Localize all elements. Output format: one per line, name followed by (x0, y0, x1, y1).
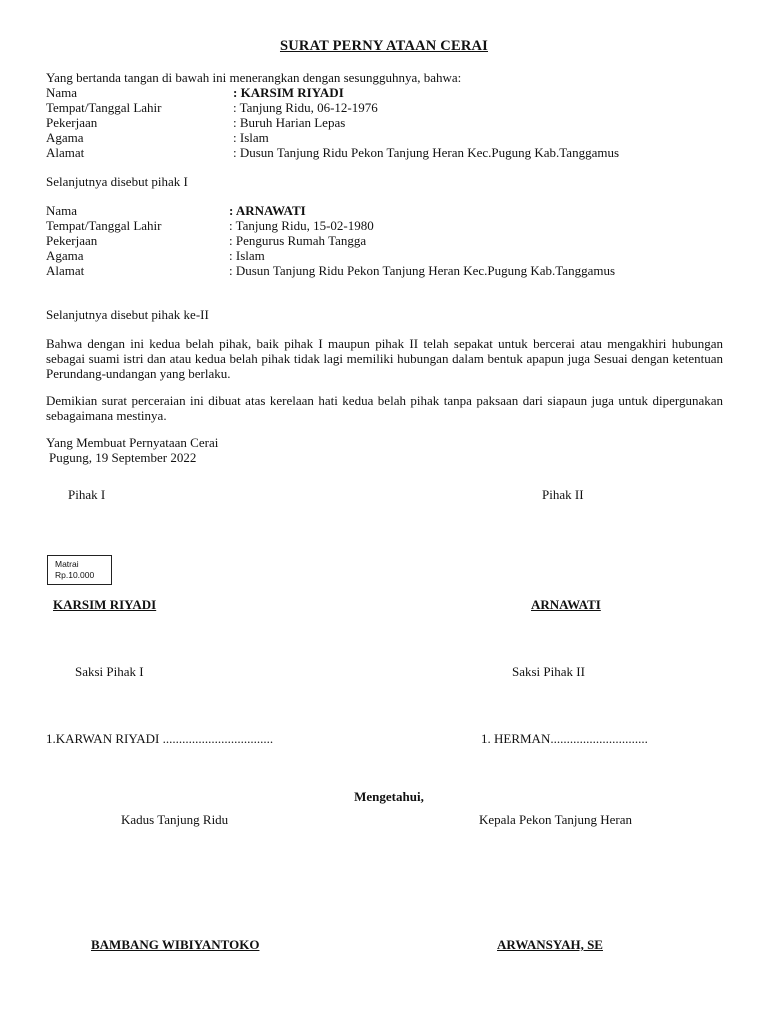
label-ttl: Tempat/Tanggal Lahir (46, 218, 162, 233)
party1-ttl: : Tanjung Ridu, 06-12-1976 (233, 100, 378, 115)
saksi2-label: Saksi Pihak II (512, 664, 585, 679)
pihak1-label: Pihak I (68, 487, 106, 502)
acknowledgement-heading: Mengetahui, (354, 789, 424, 804)
stamp-duty-box (47, 555, 112, 585)
party2-pekerjaan: : Pengurus Rumah Tangga (229, 233, 367, 248)
saksi1-name: 1.KARWAN RIYADI .................................. (46, 731, 274, 746)
label-alamat: Alamat (46, 145, 85, 160)
label-nama: Nama (46, 203, 78, 218)
kadus-title: Kadus Tanjung Ridu (121, 812, 229, 827)
party2-designation: Selanjutnya disebut pihak ke-II (46, 307, 209, 322)
party2-alamat: : Dusun Tanjung Ridu Pekon Tanjung Heran Kec.Pugung Kab.Tanggamus (229, 263, 616, 278)
agreement-paragraph: Bahwa dengan ini kedua belah pihak, baik pihak I maupun pihak II telah sepakat untuk bercerai atau mengakhiri hubungan sebagai suami istri dan atau kedua belah pihak tidak lagi memiliki hubungan dalam bentuk apapun juga Sesuai dengan ketentuan Perundang-undangan yang berlaku. (46, 336, 723, 381)
saksi2-name: 1. HERMAN.............................. (481, 731, 648, 746)
label-ttl: Tempat/Tanggal Lahir (46, 100, 162, 115)
pihak1-signature-name: KARSIM RIYADI (53, 597, 157, 612)
kadus-name: BAMBANG WIBIYANTOKO (91, 937, 260, 952)
party2-agama: : Islam (229, 248, 265, 263)
statement-maker: Yang Membuat Pernyataan Cerai (46, 435, 219, 450)
party2-nama: : ARNAWATI (229, 203, 306, 218)
closing-paragraph: Demikian surat perceraian ini dibuat atas kerelaan hati kedua belah pihak tanpa paksaan dari siapaun juga untuk dipergunakan sebagaimana mestinya. (46, 393, 723, 423)
party1-agama: : Islam (233, 130, 269, 145)
intro-text: Yang bertanda tangan di bawah ini menerangkan dengan sesungguhnya, bahwa: (46, 70, 462, 85)
label-alamat: Alamat (46, 263, 85, 278)
party1-alamat: : Dusun Tanjung Ridu Pekon Tanjung Heran Kec.Pugung Kab.Tanggamus (233, 145, 620, 160)
pihak2-label: Pihak II (542, 487, 584, 502)
kepala-pekon-title: Kepala Pekon Tanjung Heran (479, 812, 632, 827)
label-pekerjaan: Pekerjaan (46, 115, 98, 130)
party1-nama: : KARSIM RIYADI (233, 85, 344, 100)
pihak2-signature-name: ARNAWATI (531, 597, 601, 612)
document-title: SURAT PERNY ATAAN CERAI (279, 38, 489, 54)
label-nama: Nama (46, 85, 78, 100)
party1-pekerjaan: : Buruh Harian Lepas (233, 115, 346, 130)
label-agama: Agama (46, 248, 84, 263)
party2-ttl: : Tanjung Ridu, 15-02-1980 (229, 218, 374, 233)
matrai-amount: Rp.10.000 (55, 570, 95, 580)
kepala-pekon-name: ARWANSYAH, SE (497, 937, 603, 952)
label-pekerjaan: Pekerjaan (46, 233, 98, 248)
label-agama: Agama (46, 130, 84, 145)
place-date: Pugung, 19 September 2022 (49, 450, 197, 465)
matrai-label: Matrai (55, 559, 79, 569)
saksi1-label: Saksi Pihak I (75, 664, 144, 679)
party1-designation: Selanjutnya disebut pihak I (46, 174, 188, 189)
